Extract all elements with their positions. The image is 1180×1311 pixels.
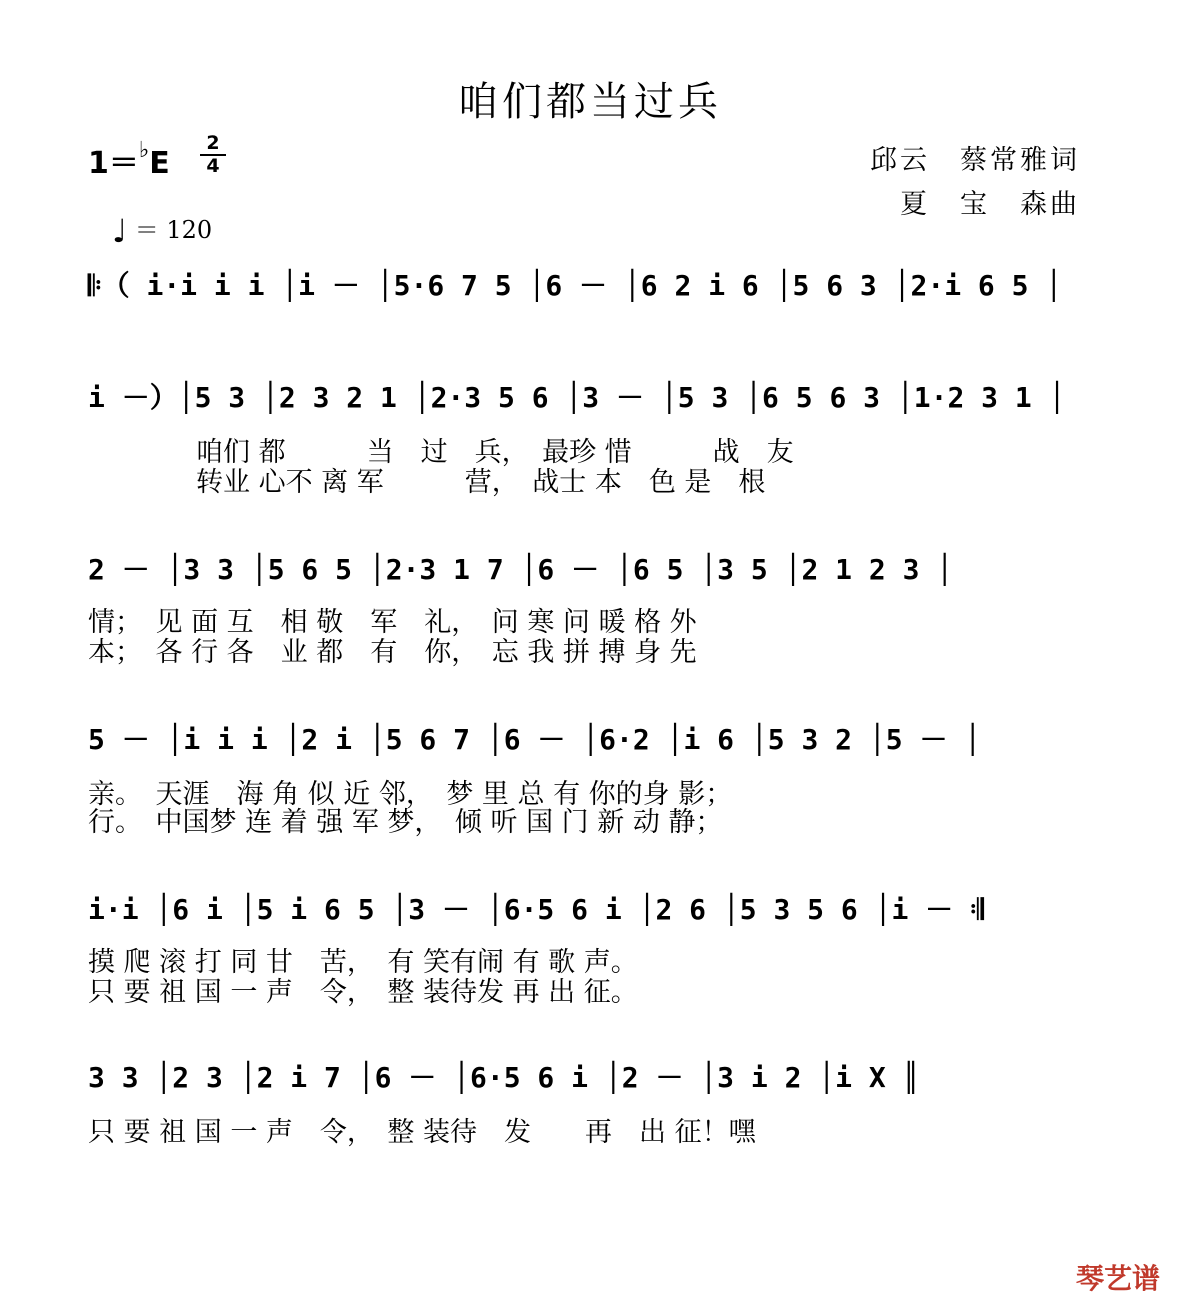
- notes-line-1: 𝄆（ i·i i i │i － │5·6 7 5 │6 － │6 2 i 6 │5 6 3 │2·i 6 5 │: [88, 269, 1063, 302]
- key-prefix: 1＝: [88, 146, 139, 181]
- song-title: 咱们都当过兵: [458, 79, 722, 125]
- time-sig-top: 2: [206, 132, 220, 154]
- lyric-line-3-verse-2: 本； 各 行 各 业 都 有 你， 忘 我 拼 搏 身 先: [88, 637, 697, 668]
- key-signature: [88, 138, 170, 182]
- time-sig-bottom: 4: [206, 155, 220, 177]
- score-line-6: [88, 1058, 1098, 1098]
- lyricist-credit: 邱云 蔡常雅词: [870, 145, 1080, 176]
- lyric-line-4-verse-2: 行。 中国梦 连 着 强 军 梦， 倾 听 国 门 新 动 静；: [88, 807, 723, 838]
- flat-sign: ♭: [138, 138, 150, 163]
- quarter-note-icon: ♩: [112, 212, 128, 250]
- notes-line-4: 5 － │i i i │2 i │5 6 7 │6 － │6·2 │i 6 │5 3 2 │5 － │: [88, 723, 982, 756]
- score-line-1: [88, 266, 1098, 306]
- lyric-line-5-verse-2: 只 要 祖 国 一 声 令， 整 装待发 再 出 征。: [88, 977, 638, 1008]
- score-line-3: [88, 550, 1098, 590]
- score-line-2: [88, 378, 1098, 418]
- watermark-logo: 琴艺谱: [1075, 1262, 1160, 1295]
- lyric-line-4-verse-1: 亲。 天涯 海 角 似 近 邻， 梦 里 总 有 你的身 影；: [88, 779, 733, 810]
- key-note: E: [149, 146, 170, 181]
- notes-line-3: 2 － │3 3 │5 6 5 │2·3 1 7 │6 － │6 5 │3 5 │2 1 2 3 │: [88, 553, 954, 586]
- notes-line-6: 3 3 │2 3 │2 i 7 │6 － │6·5 6 i │2 － │3 i 2 │i X ║: [88, 1061, 920, 1094]
- score-line-4: [88, 720, 1098, 760]
- notes-line-2: i －）│5 3 │2 3 2 1 │2·3 5 6 │3 － │5 3 │6 5 6 3 │1·2 3 1 │: [88, 381, 1066, 414]
- lyric-line-5-verse-1: 摸 爬 滚 打 同 甘 苦， 有 笑有闹 有 歌 声。: [88, 947, 638, 978]
- lyric-line-2-verse-1: 咱们 都 当 过 兵， 最珍 惜 战 友: [196, 437, 794, 468]
- notes-line-5: i·i │6 i │5 i 6 5 │3 － │6·5 6 i │2 6 │5 3 5 6 │i － 𝄇: [88, 893, 984, 926]
- tempo-mark: [112, 210, 212, 250]
- tempo-value: ＝ 120: [134, 216, 213, 244]
- score-line-5: [88, 890, 1098, 930]
- lyric-line-2-verse-2: 转业 心不 离 军 营， 战士 本 色 是 根: [196, 467, 766, 498]
- lyric-line-6-verse-1: 只 要 祖 国 一 声 令， 整 装待 发 再 出 征！嘿: [88, 1117, 756, 1148]
- time-signature: [200, 134, 226, 176]
- lyric-line-3-verse-1: 情； 见 面 互 相 敬 军 礼， 问 寒 问 暖 格 外: [88, 607, 697, 638]
- composer-credit: 夏 宝 森曲: [900, 189, 1080, 220]
